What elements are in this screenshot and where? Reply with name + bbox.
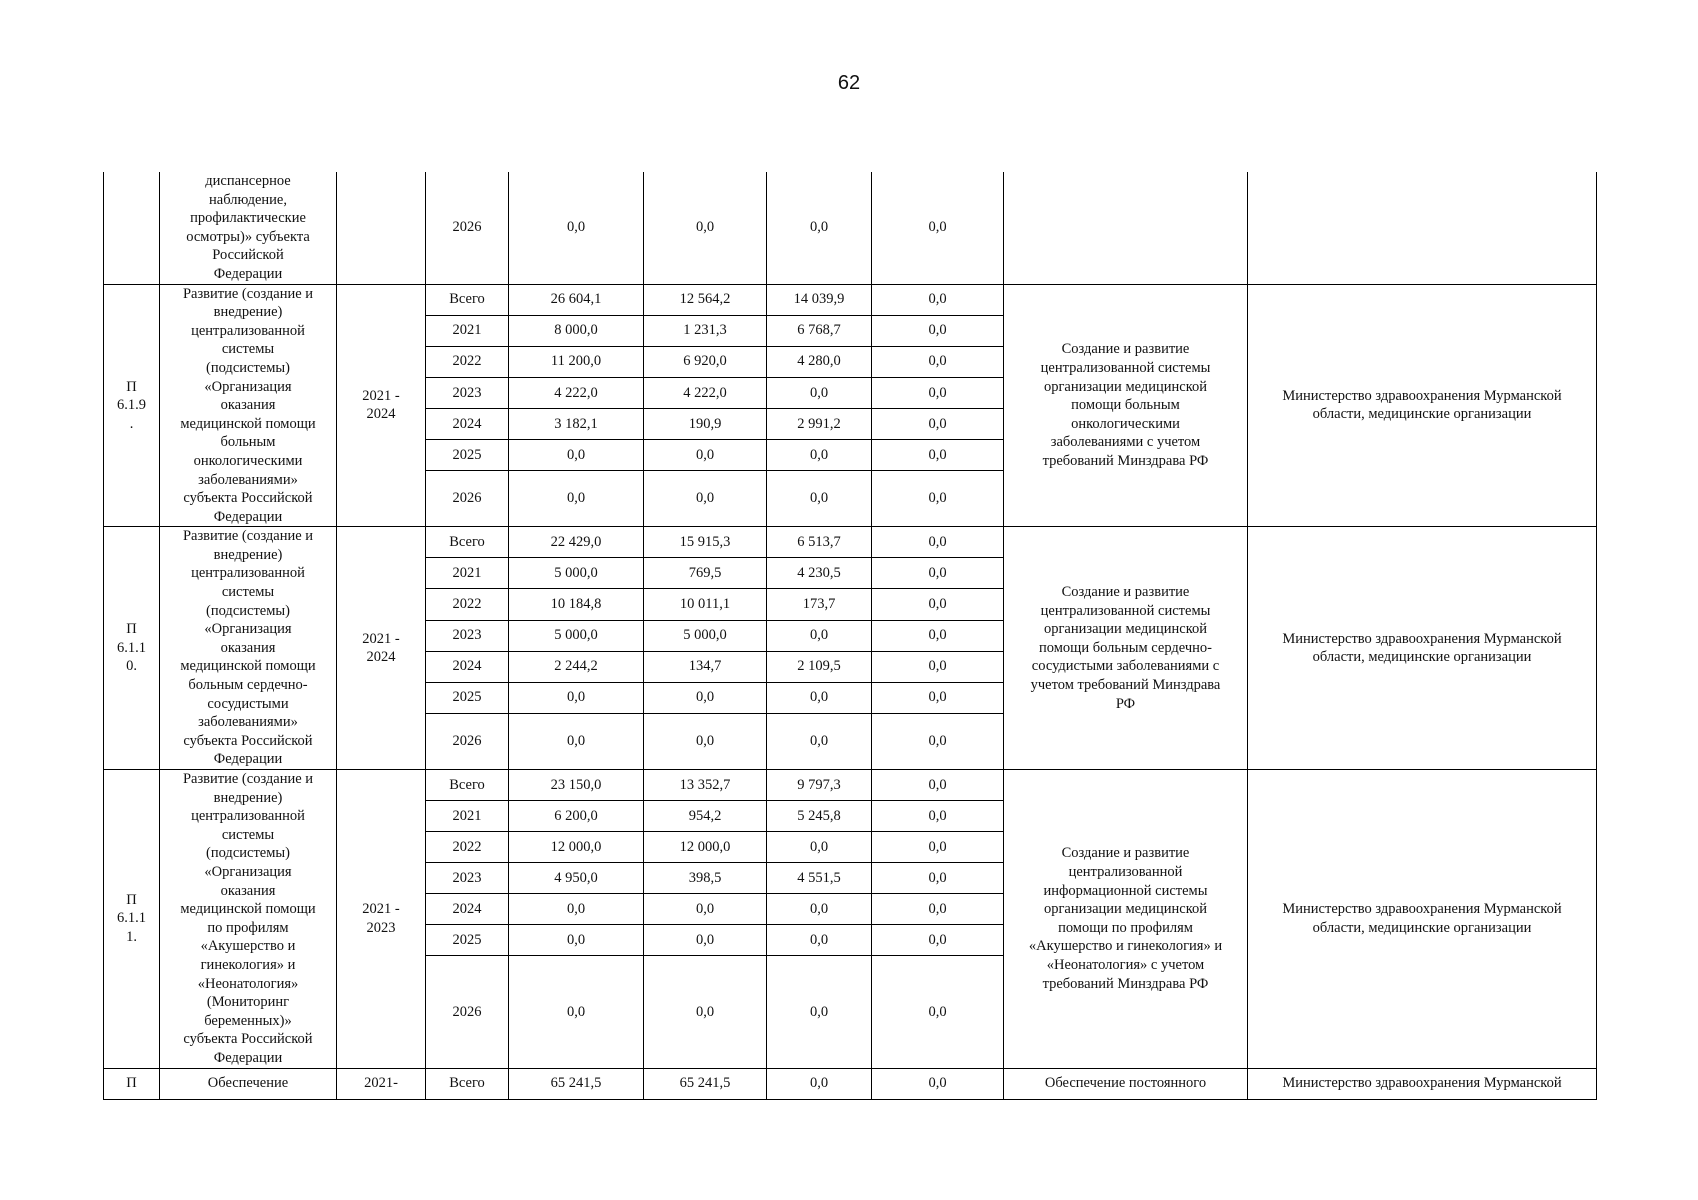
cell-value: 6 513,7 — [767, 527, 872, 558]
cell-measure-name: Развитие (создание и внедрение) централизованной системы (подсистемы) «Организация оказания медицинской помощи больным сердечно- сосудистыми заболеваниями» субъекта Российской Федерации — [160, 527, 337, 770]
cell-year: 2024 — [426, 408, 509, 439]
cell-value: 12 000,0 — [644, 832, 767, 863]
cell-result: Обеспечение постоянного — [1004, 1068, 1248, 1099]
measures-table — [103, 172, 1597, 1100]
cell-value: 4 551,5 — [767, 863, 872, 894]
cell-value: 0,0 — [872, 471, 1004, 527]
cell-executor: Министерство здравоохранения Мурманской области, медицинские организации — [1248, 770, 1597, 1069]
cell-value: 2 244,2 — [509, 651, 644, 682]
cell-id: П 6.1.9 . — [104, 284, 160, 527]
table-row — [104, 770, 1597, 801]
cell-year: 2025 — [426, 925, 509, 956]
cell-year: 2026 — [426, 172, 509, 284]
cell-value: 134,7 — [644, 651, 767, 682]
cell-value: 0,0 — [767, 172, 872, 284]
cell-period: 2021 - 2023 — [337, 770, 426, 1069]
cell-year: 2021 — [426, 801, 509, 832]
cell-year: 2025 — [426, 682, 509, 713]
cell-value: 0,0 — [872, 620, 1004, 651]
cell-result: Создание и развитие централизованной системы организации медицинской помощи больным сердечно- сосудистыми заболеваниями с учетом требований Минздрава РФ — [1004, 527, 1248, 770]
cell-id — [104, 172, 160, 284]
cell-result: Создание и развитие централизованной информационной системы организации медицинской помощи по профилям «Акушерство и гинекология» и «Неонатология» с учетом требований Минздрава РФ — [1004, 770, 1248, 1069]
cell-value: 4 230,5 — [767, 558, 872, 589]
cell-year: 2021 — [426, 315, 509, 346]
cell-value: 0,0 — [644, 925, 767, 956]
cell-value: 0,0 — [767, 713, 872, 769]
cell-value: 1 231,3 — [644, 315, 767, 346]
cell-value: 0,0 — [872, 651, 1004, 682]
cell-value: 0,0 — [644, 713, 767, 769]
cell-value: 0,0 — [872, 1068, 1004, 1099]
cell-value: 0,0 — [767, 956, 872, 1068]
cell-value: 8 000,0 — [509, 315, 644, 346]
cell-year: 2026 — [426, 471, 509, 527]
cell-value: 0,0 — [509, 956, 644, 1068]
cell-value: 0,0 — [767, 682, 872, 713]
cell-value: 0,0 — [767, 832, 872, 863]
page-number: 62 — [837, 72, 861, 94]
cell-value: 0,0 — [872, 682, 1004, 713]
cell-value: 22 429,0 — [509, 527, 644, 558]
cell-value: 0,0 — [872, 832, 1004, 863]
cell-executor: Министерство здравоохранения Мурманской области, медицинские организации — [1248, 527, 1597, 770]
cell-value: 954,2 — [644, 801, 767, 832]
cell-value: 398,5 — [644, 863, 767, 894]
cell-value: 0,0 — [644, 172, 767, 284]
cell-measure-name: Обеспечение — [160, 1068, 337, 1099]
cell-value: 0,0 — [872, 558, 1004, 589]
cell-value: 0,0 — [872, 377, 1004, 408]
cell-value: 0,0 — [509, 713, 644, 769]
cell-value: 5 000,0 — [644, 620, 767, 651]
cell-value: 0,0 — [509, 439, 644, 470]
cell-measure-name: Развитие (создание и внедрение) централизованной системы (подсистемы) «Организация оказания медицинской помощи по профилям «Акушерство и гинекология» и «Неонатология» (Мониторинг беременных)» субъекта Российской Федерации — [160, 770, 337, 1069]
cell-year: Всего — [426, 770, 509, 801]
table-row — [104, 527, 1597, 558]
cell-value: 0,0 — [872, 284, 1004, 315]
cell-value: 0,0 — [872, 801, 1004, 832]
cell-year: 2023 — [426, 377, 509, 408]
cell-year: 2022 — [426, 346, 509, 377]
cell-value: 0,0 — [509, 894, 644, 925]
cell-value: 6 920,0 — [644, 346, 767, 377]
cell-year: 2026 — [426, 713, 509, 769]
cell-value: 0,0 — [767, 925, 872, 956]
table-row — [104, 1068, 1597, 1099]
cell-value: 65 241,5 — [509, 1068, 644, 1099]
cell-value: 0,0 — [872, 925, 1004, 956]
cell-value: 0,0 — [509, 471, 644, 527]
cell-value: 0,0 — [767, 1068, 872, 1099]
cell-id: П 6.1.1 1. — [104, 770, 160, 1069]
cell-year: 2026 — [426, 956, 509, 1068]
cell-value: 0,0 — [644, 471, 767, 527]
cell-value: 65 241,5 — [644, 1068, 767, 1099]
cell-value: 5 245,8 — [767, 801, 872, 832]
cell-value: 9 797,3 — [767, 770, 872, 801]
cell-value: 0,0 — [872, 315, 1004, 346]
cell-year: 2025 — [426, 439, 509, 470]
cell-result: Создание и развитие централизованной системы организации медицинской помощи больным онкологическими заболеваниями с учетом требований Минздрава РФ — [1004, 284, 1248, 527]
cell-value: 4 950,0 — [509, 863, 644, 894]
cell-period — [337, 172, 426, 284]
cell-value: 190,9 — [644, 408, 767, 439]
cell-value: 0,0 — [767, 439, 872, 470]
continuation-row — [104, 172, 1597, 284]
cell-period: 2021- — [337, 1068, 426, 1099]
cell-value: 0,0 — [767, 620, 872, 651]
cell-value: 4 280,0 — [767, 346, 872, 377]
cell-value: 6 200,0 — [509, 801, 644, 832]
cell-result — [1004, 172, 1248, 284]
cell-value: 0,0 — [872, 770, 1004, 801]
cell-value: 0,0 — [872, 527, 1004, 558]
cell-value: 13 352,7 — [644, 770, 767, 801]
cell-period: 2021 - 2024 — [337, 527, 426, 770]
cell-value: 0,0 — [872, 589, 1004, 620]
cell-value: 0,0 — [872, 172, 1004, 284]
cell-value: 0,0 — [872, 894, 1004, 925]
cell-year: 2022 — [426, 589, 509, 620]
cell-id: П — [104, 1068, 160, 1099]
cell-year: 2021 — [426, 558, 509, 589]
cell-value: 5 000,0 — [509, 620, 644, 651]
cell-value: 0,0 — [767, 471, 872, 527]
cell-value: 6 768,7 — [767, 315, 872, 346]
cell-period: 2021 - 2024 — [337, 284, 426, 527]
cell-value: 0,0 — [644, 439, 767, 470]
cell-value: 14 039,9 — [767, 284, 872, 315]
cell-value: 0,0 — [767, 377, 872, 408]
cell-executor: Министерство здравоохранения Мурманской области, медицинские организации — [1248, 284, 1597, 527]
cell-year: Всего — [426, 284, 509, 315]
cell-value: 2 109,5 — [767, 651, 872, 682]
cell-value: 0,0 — [872, 346, 1004, 377]
cell-value: 0,0 — [872, 439, 1004, 470]
cell-executor: Министерство здравоохранения Мурманской — [1248, 1068, 1597, 1099]
cell-value: 12 564,2 — [644, 284, 767, 315]
cell-value: 0,0 — [644, 956, 767, 1068]
cell-value: 0,0 — [872, 863, 1004, 894]
cell-value: 0,0 — [872, 956, 1004, 1068]
cell-value: 0,0 — [872, 408, 1004, 439]
cell-value: 5 000,0 — [509, 558, 644, 589]
cell-value: 769,5 — [644, 558, 767, 589]
cell-year: Всего — [426, 1068, 509, 1099]
cell-value: 0,0 — [872, 713, 1004, 769]
cell-year: 2024 — [426, 651, 509, 682]
cell-value: 2 991,2 — [767, 408, 872, 439]
cell-value: 0,0 — [644, 894, 767, 925]
cell-year: 2023 — [426, 620, 509, 651]
cell-value: 26 604,1 — [509, 284, 644, 315]
cell-value: 11 200,0 — [509, 346, 644, 377]
cell-year: 2023 — [426, 863, 509, 894]
cell-value: 0,0 — [644, 682, 767, 713]
cell-value: 0,0 — [509, 172, 644, 284]
cell-value: 0,0 — [767, 894, 872, 925]
cell-value: 23 150,0 — [509, 770, 644, 801]
cell-value: 3 182,1 — [509, 408, 644, 439]
cell-value: 10 184,8 — [509, 589, 644, 620]
cell-id: П 6.1.1 0. — [104, 527, 160, 770]
table-row — [104, 284, 1597, 315]
cell-measure-name: диспансерное наблюдение, профилактические осмотры)» субъекта Российской Федерации — [160, 172, 337, 284]
cell-year: 2024 — [426, 894, 509, 925]
cell-measure-name: Развитие (создание и внедрение) централизованной системы (подсистемы) «Организация оказания медицинской помощи больным онкологическими заболеваниями» субъекта Российской Федерации — [160, 284, 337, 527]
cell-value: 12 000,0 — [509, 832, 644, 863]
cell-value: 0,0 — [509, 682, 644, 713]
cell-value: 15 915,3 — [644, 527, 767, 558]
cell-value: 4 222,0 — [509, 377, 644, 408]
cell-executor — [1248, 172, 1597, 284]
cell-value: 4 222,0 — [644, 377, 767, 408]
cell-year: Всего — [426, 527, 509, 558]
cell-year: 2022 — [426, 832, 509, 863]
cell-value: 0,0 — [509, 925, 644, 956]
cell-value: 173,7 — [767, 589, 872, 620]
cell-value: 10 011,1 — [644, 589, 767, 620]
